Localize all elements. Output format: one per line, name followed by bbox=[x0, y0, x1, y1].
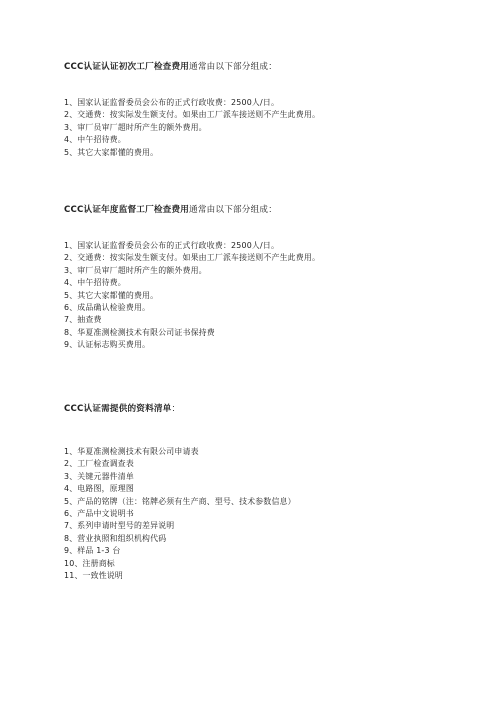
heading-text: 通常由以下部分组成： bbox=[189, 62, 277, 72]
list-item: 5、其它大家都懂的费用。 bbox=[64, 290, 159, 300]
list-item: 2、交通费：按实际发生额支付。如果由工厂派车接送则不产生此费用。 bbox=[64, 110, 321, 120]
list-item: 7、系列申请时型号的差异说明 bbox=[64, 521, 175, 531]
list-item: 4、电路图，原理图 bbox=[64, 484, 134, 494]
section-heading bbox=[64, 404, 464, 415]
heading-bold-text: CCC认证年度监督工厂检查费用 bbox=[64, 205, 190, 215]
list-item: 4、中午招待费。 bbox=[64, 135, 126, 145]
heading-bold-text: CCC认证认证初次工厂检查费用 bbox=[64, 62, 190, 72]
section-required-documents bbox=[64, 404, 464, 581]
list-item: 9、样品 1-3 台 bbox=[64, 546, 121, 556]
list-item: 5、产品的铭牌（注：铭牌必须有生产商、型号、技术参数信息） bbox=[64, 496, 296, 506]
section-heading bbox=[64, 62, 464, 73]
heading-bold-text: CCC认证需提供的资料清单 bbox=[64, 404, 172, 414]
list-item: 11、一致性说明 bbox=[64, 571, 123, 581]
list-item: 2、交通费：按实际发生额支付。如果由工厂派车接送则不产生此费用。 bbox=[64, 253, 321, 263]
list-item: 3、关键元器件清单 bbox=[64, 471, 134, 481]
list-item: 2、工厂检查调查表 bbox=[64, 459, 134, 469]
heading-text: ： bbox=[171, 404, 181, 414]
list-item: 5、其它大家都懂的费用。 bbox=[64, 147, 159, 157]
section-heading bbox=[64, 205, 464, 216]
section-initial-inspection-fees bbox=[64, 62, 464, 157]
fee-list bbox=[64, 240, 320, 352]
list-item: 7、抽查费 bbox=[64, 315, 102, 325]
list-item: 9、认证标志购买费用。 bbox=[64, 340, 151, 350]
list-item: 1、国家认证监督委员会公布的正式行政收费：2500人/日。 bbox=[64, 98, 280, 107]
list-item: 3、审厂员审厂超时所产生的额外费用。 bbox=[64, 265, 207, 275]
list-item: 8、营业执照和组织机构代码 bbox=[64, 533, 167, 543]
list-item: 10、注册商标 bbox=[64, 558, 115, 568]
list-item: 8、华夏准测检测技术有限公司证书保持费 bbox=[64, 327, 215, 337]
heading-text: 通常由以下部分组成： bbox=[189, 205, 277, 215]
list-item: 6、产品中文说明书 bbox=[64, 509, 134, 519]
list-item: 1、国家认证监督委员会公布的正式行政收费：2500人/日。 bbox=[64, 241, 280, 250]
list-item: 1、华夏准测检测技术有限公司申请表 bbox=[64, 447, 199, 456]
document-list bbox=[64, 446, 296, 582]
list-item: 6、成品确认检验费用。 bbox=[64, 303, 151, 313]
section-annual-supervision-fees bbox=[64, 205, 464, 350]
list-item: 4、中午招待费。 bbox=[64, 278, 126, 288]
fee-list bbox=[64, 97, 320, 159]
list-item: 3、审厂员审厂超时所产生的额外费用。 bbox=[64, 122, 207, 132]
